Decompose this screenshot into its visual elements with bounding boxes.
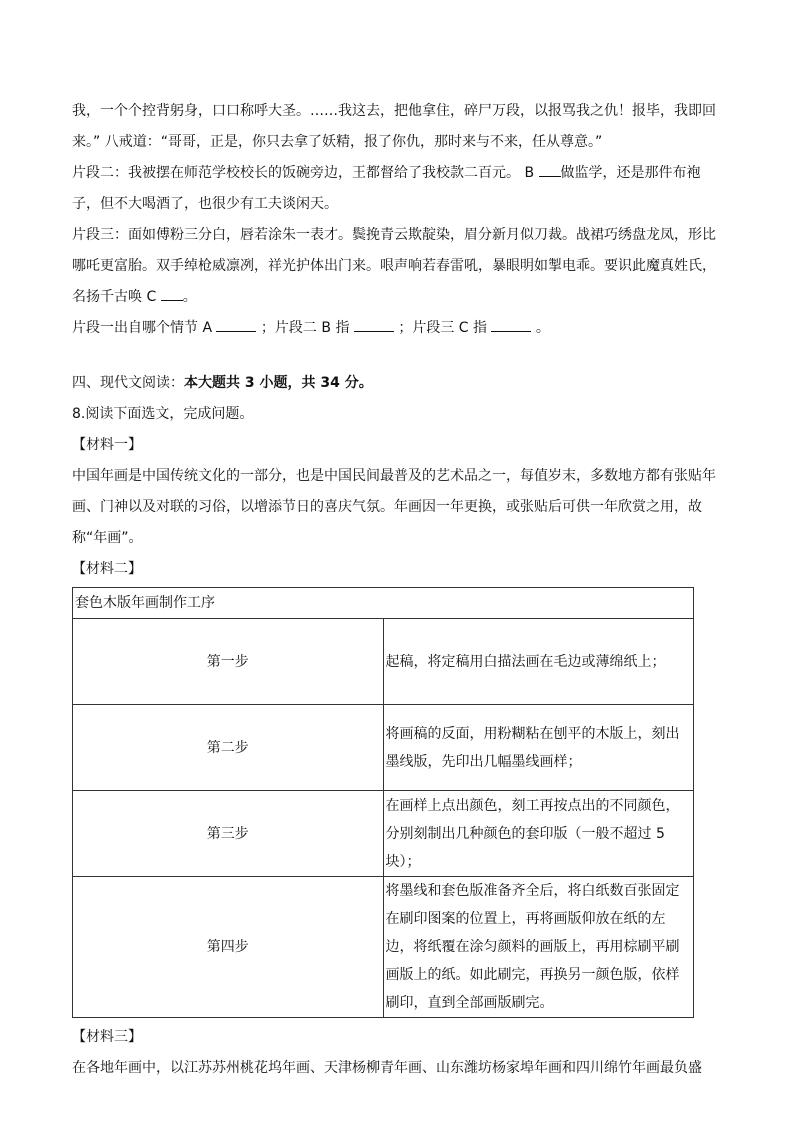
question-part-b: ；片段二 B 指 (256, 320, 354, 336)
document-page (72, 96, 722, 1084)
question-part-c: ；片段三 C 指 (393, 320, 492, 336)
step-label: 第一步 (73, 619, 384, 705)
question-part-a: 片段一出自哪个情节 A (72, 320, 217, 336)
table-row (73, 619, 694, 705)
material1-text: 中国年画是中国传统文化的一部分，也是中国民间最普及的艺术品之一，每值岁末，多数地方都有张贴年画、门神以及对联的习俗，以增添节日的喜庆气氛。年画因一年更换，或张贴后可供一年欣赏之用，故称“年画”。 (72, 468, 716, 546)
table-row (73, 877, 694, 1018)
answer-blank-b[interactable] (354, 317, 394, 332)
blank-b[interactable] (539, 162, 561, 177)
table-row (73, 791, 694, 877)
table-title: 套色木版年画制作工序 (73, 588, 694, 619)
table-header-row (73, 588, 694, 619)
step-text: 将画稿的反面，用粉糊粘在刨平的木版上，刻出墨线版，先印出几幅墨线画样； (383, 705, 694, 791)
spacer (72, 344, 722, 368)
fragment3-text-after: 。 (182, 289, 197, 305)
material3-label: 【材料三】 (72, 1029, 142, 1045)
process-table (72, 587, 694, 1018)
fragment3-paragraph (72, 220, 722, 313)
fragment2-paragraph (72, 158, 722, 220)
section-header-bold: 本大题共 3 小题，共 34 分。 (184, 375, 373, 391)
step-label: 第四步 (73, 877, 384, 1018)
fragment2-text-before: 片段二：我被摆在师范学校校长的饭碗旁边，王都督给了我校款二百元。 B (72, 165, 539, 181)
step-label: 第二步 (73, 705, 384, 791)
question-line (72, 313, 722, 344)
material2-label: 【材料二】 (72, 561, 142, 577)
step-label: 第三步 (73, 791, 384, 877)
section-header (72, 368, 722, 399)
fragment3-text-before: 片段三：面如傅粉三分白，唇若涂朱一表才。鬓挽青云欺靛染，眉分新月似刀裁。战裙巧绣盘龙凤，形比哪吒更富胎。双手绰枪威凛冽，祥光护体出门来。哏声响若春雷吼，暴眼明如掣电乖。要识此魔真姓氏，名扬千古唤 C (72, 227, 716, 305)
section-header-prefix: 四、现代文阅读： (72, 375, 184, 391)
material1-label: 【材料一】 (72, 437, 142, 453)
question-8-prompt: 8.阅读下面选文，完成问题。 (72, 406, 254, 422)
fragment2-text-after: 做监学，还是那件布袍子，但不大喝酒了，也很少有工夫谈闲天。 (72, 165, 701, 212)
blank-c[interactable] (161, 286, 183, 301)
step-text: 起稿，将定稿用白描法画在毛边或薄绵纸上； (383, 619, 694, 705)
step-text: 将墨线和套色版准备齐全后，将白纸数百张固定在刷印图案的位置上，再将画版仰放在纸的左边，将纸覆在涂匀颜料的画版上，再用棕刷平刷画版上的纸。如此刷完，再换另一颜色版，依样刷印，直到全部画版刷完。 (383, 877, 694, 1018)
question-part-end: 。 (531, 320, 550, 336)
answer-blank-c[interactable] (491, 317, 531, 332)
step-text: 在画样上点出颜色，刻工再按点出的不同颜色，分别刻制出几种颜色的套印版（一般不超过 5 块）； (383, 791, 694, 877)
table-row (73, 705, 694, 791)
answer-blank-a[interactable] (216, 317, 256, 332)
material3-text: 在各地年画中，以江苏苏州桃花坞年画、天津杨柳青年画、山东潍坊杨家埠年画和四川绵竹年画最负盛 (72, 1060, 702, 1076)
fragment1-continuation: 我，一个个控背躬身，口口称呼大圣。……我这去，把他拿住，碎尸万段，以报骂我之仇！报毕，我即回来。” 八戒道：“哥哥，正是，你只去拿了妖精，报了你仇，那时来与不来，任从尊意。” (72, 103, 716, 150)
